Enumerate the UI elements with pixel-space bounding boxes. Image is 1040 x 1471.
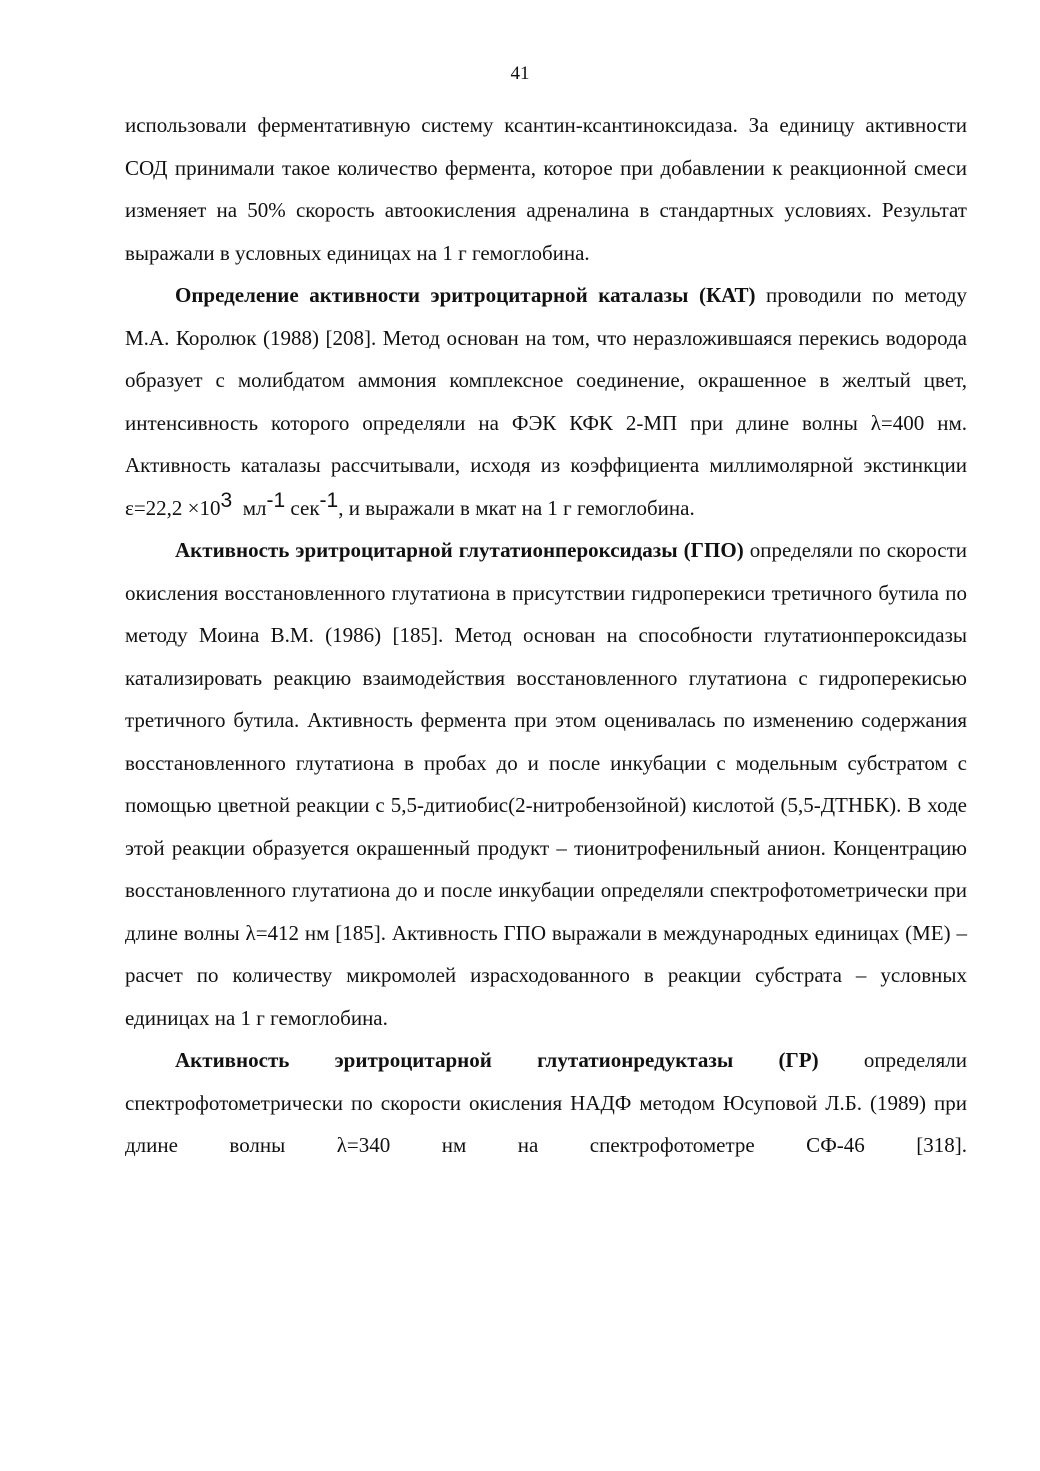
- section-heading-catalase: Определение активности эритроцитарной каталазы (КАТ): [175, 283, 756, 307]
- formula-exponent: -1: [266, 488, 286, 512]
- formula-unit: сек: [285, 495, 320, 520]
- page-number: 41: [510, 63, 530, 84]
- paragraph-glutathione-reductase: [125, 1039, 967, 1167]
- paragraph-text: проводили по методу М.А. Королюк (1988) [208]. Метод основан на том, что неразложившаяся перекись водорода образует с молибдатом аммония комплексное соединение, окрашенное в желтый цвет, интенсивность которого определяли на ФЭК КФК 2-МП при длине волны λ=400 нм. Активность каталазы рассчитывали, исходя из коэффициента миллимолярной экстинкции: [125, 283, 968, 477]
- section-heading-gr: Активность эритроцитарной глутатионредуктазы (ГР): [175, 1048, 819, 1072]
- formula-base: ε=22,2 ×10: [125, 495, 221, 520]
- paragraph-text: определяли по скорости окисления восстановленного глутатиона в присутствии гидроперекиси третичного бутила по методу Моина В.М. (1986) [185]. Метод основан на способности глутатионпероксидазы катализировать реакцию взаимодействия восстановленного глутатиона с гидроперекисью третичного бутила. Активность фермента при этом оценивалась по изменению содержания восстановленного глутатиона в пробах до и после инкубации с модельным субстратом с помощью цветной реакции с 5,5-дитиобис(2-нитробензойной) кислотой (5,5-ДТНБК). В ходе этой реакции образуется окрашенный продукт – тионитрофенильный анион. Концентрацию восстановленного глутатиона до и после инкубации определяли спектрофотометрически при длине волны λ=412 нм [185]. Активность ГПО выражали в международных единицах (МЕ) – расчет по количеству микромолей израсходованного в реакции субстрата – условных единицах на 1 г гемоглобина.: [125, 538, 967, 1030]
- formula-exponent: 3: [220, 488, 233, 512]
- paragraph-catalase: [125, 274, 967, 529]
- paragraph-text-end: , и выражали в мкат на 1 г гемоглобина.: [338, 495, 695, 520]
- paragraph-text: использовали ферментативную систему ксантин-ксантиноксидаза. За единицу активности СОД принимали такое количество фермента, которое при добавлении к реакционной смеси изменяет на 50% скорость автоокисления адреналина в стандартных условиях. Результат выражали в условных единицах на 1 г гемоглобина.: [125, 113, 967, 265]
- section-heading-gpo: Активность эритроцитарной глутатионпероксидазы (ГПО): [175, 538, 744, 562]
- paragraph-glutathione-peroxidase: [125, 529, 967, 1039]
- paragraph-sod-method: [125, 104, 967, 274]
- formula-exponent: -1: [319, 488, 339, 512]
- document-body: [125, 104, 967, 1167]
- formula-unit: мл: [232, 495, 267, 520]
- paragraph-text: определяли спектрофотометрически по скорости окисления НАДФ методом Юсуповой Л.Б. (1989) при длине волны λ=340 нм на спектрофотометре СФ-46 [318].: [125, 1048, 967, 1157]
